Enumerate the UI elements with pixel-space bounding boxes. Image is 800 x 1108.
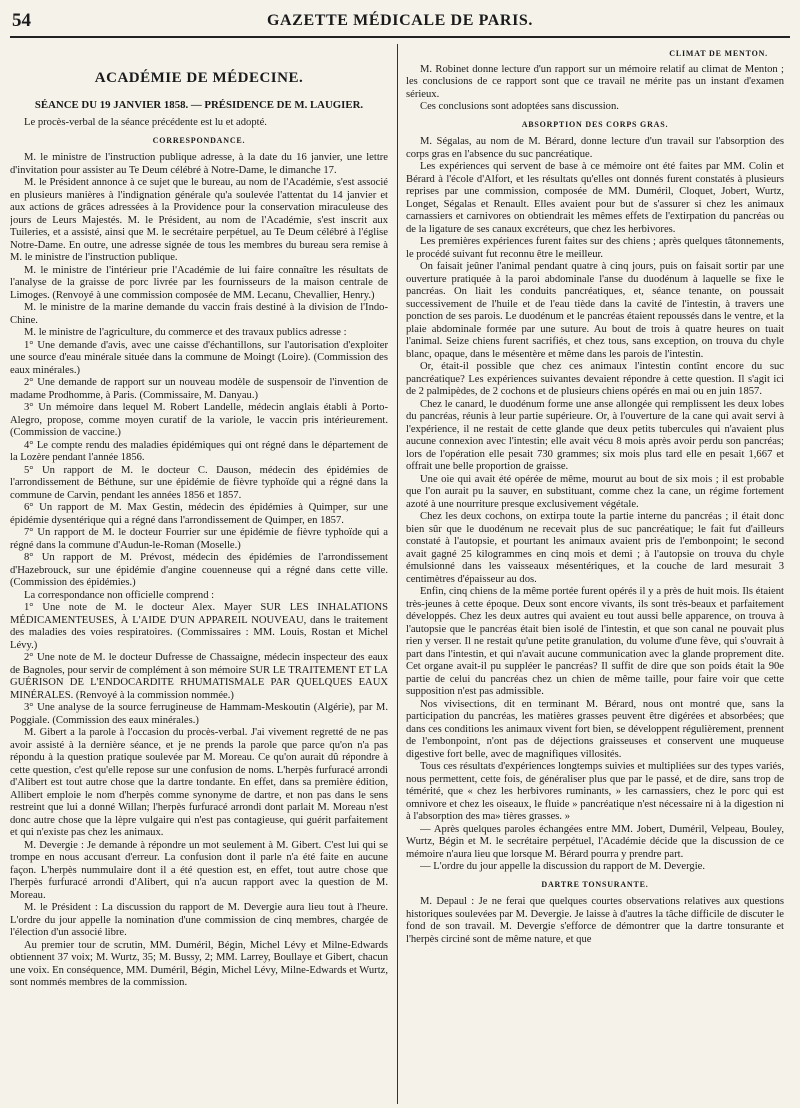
paragraph: Chez les deux cochons, on extirpa toute la partie interne du pancréas ; il était donc bien sûr que le duodénum ne recevait plus de suc pancréatique; le fait fut d'ailleurs constaté à l'autopsie, et pourtant les animaux avaient pris de l'embonpoint; le second avait gagné 25 kilogrammes en cinq mois et demi ; à l'autopsie on trouva du chyle émulsionné dans les vaisseaux mésentériques, et la couche de lard mesurait 3 centimètres d'épaisseur au dos. (406, 511, 784, 585)
paragraph: 8° Un rapport de M. Prévost, médecin des épidémies de l'arrondissement d'Hazebrouck, sur une épidémie d'angine couenneuse qui a régné dans cette ville. (Commission des épidémies.) (10, 552, 388, 588)
paragraph: 2° Une note de M. le docteur Dufresse de Chassaigne, médecin inspecteur des eaux de Bagnoles, pour servir de complément à son mémoire SUR LE TRAITEMENT ET LA GUÉRISON DE L'ENDOCARDITE RHUMATISMALE PAR QUELQUES EAUX MINÉRALES. (Renvoyé à la commission nommée.) (10, 652, 388, 701)
academy-title: ACADÉMIE DE MÉDECINE. (94, 70, 304, 86)
correspondance-heading: CORRESPONDANCE. (152, 135, 246, 145)
journal-title: GAZETTE MÉDICALE DE PARIS. (266, 12, 533, 29)
paragraph: M. Gibert a la parole à l'occasion du procès-verbal. J'ai vivement regretté de ne pas avoir assisté à la dernière séance, et je ne prends la parole que parce qu'on n'a pas répondu à la question pratique soulevée par M. Moreau. Ce qu'on aurait dû répondre à cette question, c'est qu'elle repose sur une confusion de noms. L'herpès furfuracé arrondi d'Alibert est tout autre chose que la dartre tondante. En effet, dans sa première édition, Allibert emploie le nom d'herpès comme synonyme de dartre, et non pas dans le sens restreint que lui a donné Willan; l'herpès furfuracé arrondi dont parlait M. Moreau n'est donc autre chose que la lèpre vulgaire qui n'est pas contagieuse, qui guérit parfaitement et qui n'existe pas chez les animaux. (10, 727, 388, 838)
proces-verbal: Le procès-verbal de la séance précédente est lu et adopté. (24, 117, 267, 128)
paragraph: Chez le canard, le duodénum forme une anse allongée qui remplissent les deux lobes du pancréas, réunis à leur partie supérieure. Or, à l'ouverture de la cane qui avait servi à l'expérience, il ne restait de cette glande que deux petits tubercules qui n'avaient plus aucune connexion avec l'intestin; elle avait vécu 8 mois après avoir perdu son pancréas; lors de l'opération elle pesait 730 grammes; six mois plus tard elle en pesait 1,667 et offrait une belle proportion de graisse. (406, 398, 784, 472)
left-column (10, 44, 388, 1104)
paragraph: Enfin, cinq chiens de la même portée furent opérés il y a près de huit mois. Ils étaient très-jeunes à cette époque. Deux sont encore vivants, ils sont très-beaux et parfaitement développés. Chez les deux autres qui avaient eu tout aussi belle apparence, on trouva à l'autopsie que le pancréas était bien isolé de l'intestin, et que son canal ne pouvait plus rien y verser. Il ne restait qu'une petite granulation, du volume d'une fève, qui s'ouvrait à part dans l'intestin, et qui n'avait aucune communication avec la glande proprement dite. Cet organe avait-il pu suppléer le pancréas? Il suffit de dire que son poids était la 90e partie de celui du pancréas chez un chien de même taille, pour faire voir que cette supposition n'est pas admissible. (406, 586, 784, 697)
paragraph: 1° Une note de M. le docteur Alex. Mayer SUR LES INHALATIONS MÉDICAMENTEUSES, À L'AIDE D'UN APPAREIL NOUVEAU, dans le traitement des maladies des voies respiratoires. (Commissaires : MM. Louis, Rostan et Michel Lévy.) (10, 602, 388, 651)
paragraph: 1° Une demande d'avis, avec une caisse d'échantillons, sur l'autorisation d'exploiter une source d'eau minérale située dans la commune de Moingt (Loire). (Commission des eaux minérales.) (10, 339, 388, 376)
paragraph: M. Devergie : Je demande à répondre un mot seulement à M. Gibert. C'est lui qui se trompe en nous accusant d'erreur. La confusion dont il parle n'a été faite en aucune façon. L'herpès nummulaire dont il a été question est, en effet, tout autre chose que l'herpès furfuracé arrondi d'Alibert, qui n'a aucun rapport avec la question de M. Moreau. (10, 839, 388, 901)
paragraph: M. le ministre de l'agriculture, du commerce et des travaux publics adresse : (24, 327, 347, 338)
columns (10, 44, 790, 1102)
newspaper-page (10, 6, 790, 1102)
paragraph: Au premier tour de scrutin, MM. Duméril, Bégin, Michel Lévy et Milne-Edwards obtiennent 37 voix; M. Wurtz, 35; M. Bussy, 2; MM. Larrey, Boullaye et Gibert, chacun une voix. En conséquence, MM. Duméril, Bégin, Michel Lévy, Milne-Edwards et Wurtz, sont nommés membres de la commission. (10, 939, 388, 988)
dartre-heading: DARTRE TONSURANTE. (541, 879, 649, 889)
column-divider (397, 44, 398, 1104)
paragraph: Or, était-il possible que chez ces animaux l'intestin contînt encore du suc pancréatique? Les expériences suivantes devaient répondre à cette question. Il s'agit ici de 2 palmipèdes, de 2 cochons et de plusieurs chiens opérés en mai ou en juin 1857. (406, 361, 784, 397)
right-column (406, 44, 784, 1104)
paragraph: 3° Une analyse de la source ferrugineuse de Hammam-Meskoutin (Algérie), par M. Poggiale. (Commission des eaux minérales.) (10, 702, 388, 726)
paragraph: La correspondance non officielle comprend : (24, 589, 215, 601)
page-number: 54 (12, 10, 31, 31)
paragraph: Nos vivisections, dit en terminant M. Bérard, nous ont montré que, sans la participation du pancréas, les matières grasses peuvent être digérées et absorbées; que dans ces conditions les animaux vivent fort bien, se développent régulièrement, prennent de l'embonpoint, n'ont pas de déjections graisseuses et conservent une muqueuse digestive fort belle, avec de magnifiques villosités. (406, 698, 784, 760)
paragraph: — L'ordre du jour appelle la discussion du rapport de M. Devergie. (420, 861, 706, 872)
paragraph: M. Depaul : Je ne ferai que quelques courtes observations relatives aux questions historiques soulevées par M. Devergie. Je laisse à d'autres la tâche difficile de discuter le fond de son travail. M. Devergie s'efforce de démontrer que la dartre tonsurante et l'herpès circiné sont de même nature, et que (406, 896, 784, 945)
page-header (10, 6, 790, 38)
paragraph: 6° Un rapport de M. Max Gestin, médecin des épidémies à Quimper, sur une épidémie dysentérique qui a régné dans l'arrondissement de Quimper, en 1857. (10, 502, 388, 526)
paragraph: 3° Un mémoire dans lequel M. Robert Landelle, médecin anglais établi à Porto-Alegro, propose, comme moyen curatif de la variole, le vaccin pris intérieurement. (Commission de vaccine.) (10, 402, 388, 438)
paragraph: M. le Président annonce à ce sujet que le bureau, au nom de l'Académie, s'est associé en plusieurs manières à l'indignation générale qu'a soulevée l'attentat du 14 janvier et aux actions de grâces adressées à la Providence pour la conservation miraculeuse des jours de Leurs Majestés. M. le Président, au nom de l'Académie, s'est inscrit aux Tuileries, et a assisté, ainsi que M. le secrétaire perpétuel, au Te Deum célébré à l'église Notre-Dame. En outre, une adresse signée de tous les membres du bureau sera remise à M. le ministre de l'instruction publique. (10, 177, 388, 263)
paragraph: 2° Une demande de rapport sur un nouveau modèle de suspensoir de l'invention de madame Prodhomme, à Paris. (Commissaire, M. Danyau.) (10, 377, 388, 401)
paragraph: Tous ces résultats d'expériences longtemps suivies et multipliées sur des types variés, nous permettent, cette fois, de généraliser plus que par le passé, et de dire, sans trop de témérité, que « chez les herbivores ruminants, » les carnassiers, chez le porc qui est omnivore et chez les oiseaux, le fluide » pancréatique n'est nécessaire ni à la digestion ni à l'absorption des ma» tières grasses. » (406, 761, 784, 822)
paragraph: On faisait jeûner l'animal pendant quatre à cinq jours, puis on faisait sortir par une ouverture pratiquée à la paroi abdominale l'anse du duodénum à laquelle se fixe le pancréas. On liait les conduits pancréatiques, et, séance tenante, on poussait successivement de l'huile et de l'eau tiède dans la cavité de l'intestin, à travers une ponction de ses parois. Le duodénum et le pancréas étaient repoussés dans le ventre, et la plaie abdominale formée par une suture. Au bout de trois à quatre heures on tuait l'animal. Seize chiens furent sacrifiés, et chez tous, sans exception, on trouva du chyle blanc, opaque, dans le mésentère et même dans les parois de l'intestin. (406, 261, 784, 360)
paragraph: 7° Un rapport de M. le docteur Fourrier sur une épidémie de fièvre typhoïde qui a régné dans la commune d'Audun-le-Roman (Moselle.) (10, 527, 388, 551)
paragraph: Ces conclusions sont adoptées sans discussion. (420, 101, 619, 112)
paragraph: Une oie qui avait été opérée de même, mourut au bout de six mois ; il est probable que l'on aurait pu la sauver, en substituant, comme chez la cane, un régime fortement azoté à une nourriture presque exclusivement végétale. (406, 473, 784, 510)
paragraph: M. le ministre de la marine demande du vaccin frais destiné à la division de l'Indo-Chine. (10, 302, 388, 326)
paragraph: M. Robinet donne lecture d'un rapport sur un mémoire relatif au climat de Menton ; les conclusions de ce rapport sont que ce travail ne mérite pas un instant d'examen sérieux. (406, 63, 784, 100)
paragraph: 5° Un rapport de M. le docteur C. Dauson, médecin des épidémies de l'arrondissement de Béthune, sur une épidémie de fièvre typhoïde qui a régné dans la commune de Carvin, pendant les années 1856 et 1857. (10, 464, 388, 501)
climat-heading: CLIMAT DE MENTON. (669, 49, 768, 58)
paragraph: Les premières expériences furent faites sur des chiens ; après quelques tâtonnements, le procédé suivant fut reconnu être le meilleur. (406, 236, 784, 260)
paragraph: M. le ministre de l'intérieur prie l'Académie de lui faire connaître les résultats de l'analyse de la graisse de porc livrée par les fournisseurs de la maison centrale de Limoges. (Renvoyé à une commission composée de MM. Lecanu, Chevallier, Henry.) (10, 264, 388, 301)
absorption-heading: ABSORPTION DES CORPS GRAS. (521, 119, 669, 129)
paragraph: M. le Président : La discussion du rapport de M. Devergie aura lieu tout à l'heure. L'ordre du jour appelle la nomination d'une commission de cinq membres, chargée de l'élection d'un associé libre. (10, 902, 388, 938)
paragraph: M. Ségalas, au nom de M. Bérard, donne lecture d'un travail sur l'absorption des corps gras en l'absence du suc pancréatique. (406, 136, 784, 160)
paragraph: Les expériences qui servent de base à ce mémoire ont été faites par MM. Colin et Bérard à l'école d'Alfort, et les résultats qu'elles ont donnés furent constatés à plusieurs reprises par une commission, composée de MM. Duméril, Cloquet, Jobert, Wurtz, Longet, Ségalas et Renault. Elles avaient pour but de s'assurer si chez les animaux carnassiers et carnivores on obtiendrait les mêmes effets de l'extirpation du pancréas ou de la ligature de ses canaux excréteurs, que chez les herbivores. (406, 161, 784, 235)
paragraph: 4° Le compte rendu des maladies épidémiques qui ont régné dans le département de la Lozère pendant l'année 1856. (10, 439, 388, 463)
session-heading: SÉANCE DU 19 JANVIER 1858. — PRÉSIDENCE DE M. LAUGIER. (34, 98, 364, 111)
paragraph: — Après quelques paroles échangées entre MM. Jobert, Duméril, Velpeau, Bouley, Wurtz, Bégin et M. le secrétaire perpétuel, l'Académie décide que la discussion de ce mémoire n'aura lieu que lorsque M. Bérard pourra y prendre part. (406, 823, 784, 860)
paragraph: M. le ministre de l'instruction publique adresse, à la date du 16 janvier, une lettre d'invitation pour assister au Te Deum célébré à Notre-Dame, le dimanche 17. (10, 152, 388, 176)
